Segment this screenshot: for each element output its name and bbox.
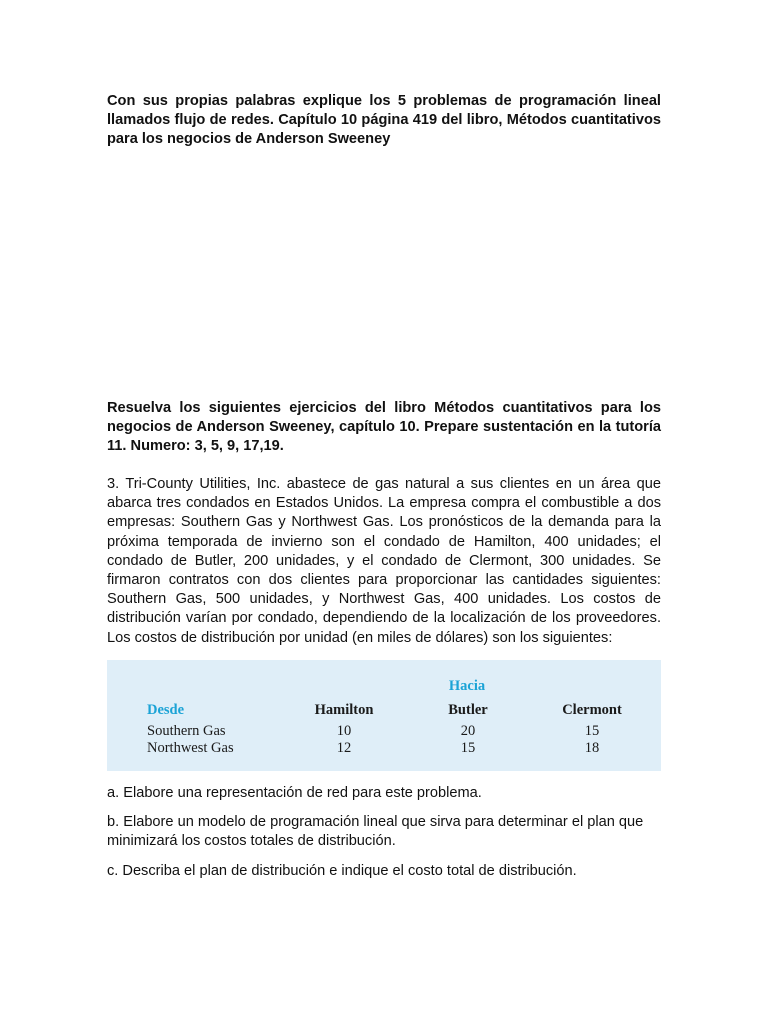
cell-southern-hamilton: 10 bbox=[336, 723, 352, 739]
row-label-northwest-gas: Northwest Gas bbox=[147, 740, 234, 756]
cell-northwest-hamilton: 12 bbox=[336, 740, 352, 756]
question-1-text: Con sus propias palabras explique los 5 problemas de programación lineal llamados flujo de redes. Capítulo 10 página 419 del libro, Métodos cuantitativos para los negocios de Anderson Sweeney bbox=[107, 93, 661, 148]
item-a-text: a. Elabore una representación de red para este problema. bbox=[107, 785, 482, 801]
item-b-text: b. Elabore un modelo de programación lineal que sirva para determinar el plan que minimizará los costos totales de distribución. bbox=[107, 814, 644, 850]
table-from-header: Desde bbox=[147, 702, 185, 718]
cost-table bbox=[107, 660, 661, 771]
column-header-hamilton: Hamilton bbox=[314, 702, 374, 718]
table-to-header: Hacia bbox=[448, 678, 486, 694]
row-label-southern-gas: Southern Gas bbox=[147, 723, 226, 739]
cell-southern-butler: 20 bbox=[460, 723, 476, 739]
column-header-clermont: Clermont bbox=[562, 702, 622, 718]
column-header-butler: Butler bbox=[448, 702, 488, 718]
cell-northwest-clermont: 18 bbox=[584, 740, 600, 756]
cell-southern-clermont: 15 bbox=[584, 723, 600, 739]
question-2-text: Resuelva los siguientes ejercicios del libro Métodos cuantitativos para los negocios de Anderson Sweeney, capítulo 10. Prepare sustentación en la tutoría 11. Numero: 3, 5, 9, 17,19. bbox=[107, 400, 661, 455]
problem-3-text: 3. Tri-County Utilities, Inc. abastece de gas natural a sus clientes en un área que abarca tres condados en Estados Unidos. La empresa compra el combustible a dos empresas: Southern Gas y Northwest Gas. Los pronósticos de la demanda para la próxima temporada de invierno son el condado de Hamilton, 400 unidades; el condado de Butler, 200 unidades, y el condado de Clermont, 300 unidades. Se firmaron contratos con dos clientes para proporcionar las cantidades siguientes: Southern Gas, 500 unidades, y Northwest Gas, 400 unidades. Los costos de distribución varían por condado, dependiendo de la localización de los proveedores. Los costos de distribución por unidad (en miles de dólares) son los siguientes: bbox=[107, 476, 661, 646]
item-c-text: c. Describa el plan de distribución e indique el costo total de distribución. bbox=[107, 863, 577, 879]
cell-northwest-butler: 15 bbox=[460, 740, 476, 756]
